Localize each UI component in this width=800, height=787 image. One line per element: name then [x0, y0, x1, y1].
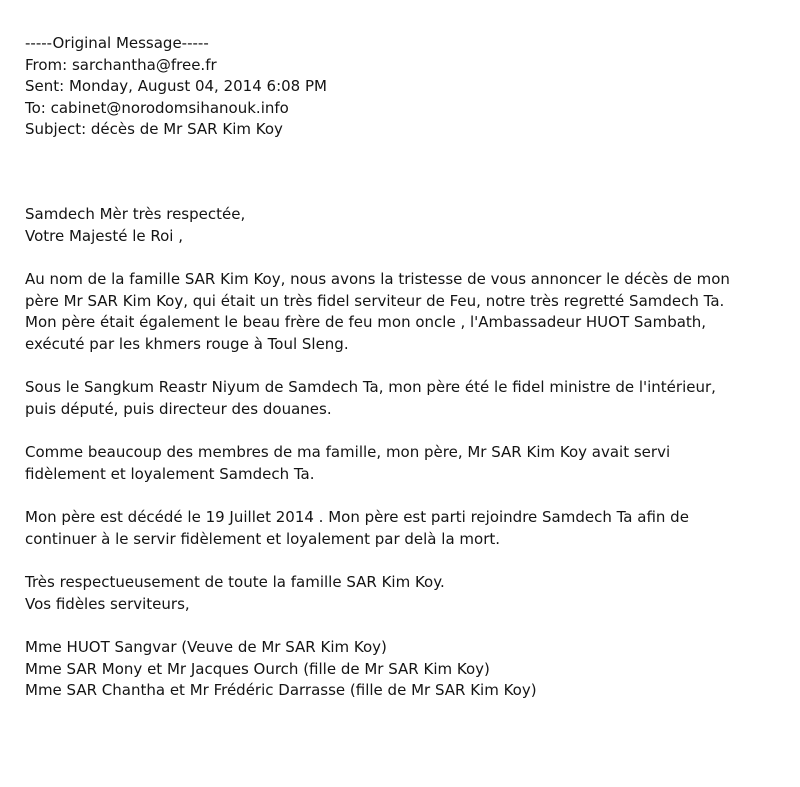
- paragraph-announcement: [25, 269, 795, 355]
- to-line: To: cabinet@norodomsihanouk.info: [25, 98, 289, 117]
- paragraph-line: Mon père était également le beau frère de feu mon oncle , l'Ambassadeur HUOT Sambath,: [25, 313, 707, 331]
- from-line: From: sarchantha@free.fr: [25, 55, 217, 74]
- paragraph-service: [25, 442, 795, 485]
- signature-line: Mme SAR Mony et Mr Jacques Ourch (fille de Mr SAR Kim Koy): [25, 659, 490, 678]
- sent-line: Sent: Monday, August 04, 2014 6:08 PM: [25, 77, 327, 95]
- closing-line: Très respectueusement de toute la famille SAR Kim Koy.: [25, 573, 445, 591]
- paragraph-line: Comme beaucoup des membres de ma famille, mon père, Mr SAR Kim Koy avait servi: [25, 443, 671, 461]
- email-header: [25, 33, 327, 141]
- signature-line: Mme HUOT Sangvar (Veuve de Mr SAR Kim Koy): [25, 638, 387, 656]
- paragraph-death: [25, 507, 795, 550]
- paragraph-line: Au nom de la famille SAR Kim Koy, nous avons la tristesse de vous annoncer le décès de mon: [25, 270, 730, 288]
- paragraph-line: Sous le Sangkum Reastr Niyum de Samdech Ta, mon père été le fidel ministre de l'intérieur,: [25, 378, 716, 396]
- paragraph-line: continuer à le servir fidèlement et loyalement par delà la mort.: [25, 529, 501, 548]
- paragraph-line: Mon père est décédé le 19 Juillet 2014 . Mon père est parti rejoindre Samdech Ta afin de: [25, 508, 689, 526]
- original-message-line: -----Original Message-----: [25, 34, 209, 52]
- email-body: [25, 204, 795, 702]
- paragraph-career: [25, 377, 795, 420]
- salutation-line: Votre Majesté le Roi ,: [25, 226, 184, 245]
- closing-line: Vos fidèles serviteurs,: [25, 594, 190, 613]
- salutation: [25, 204, 795, 247]
- paragraph-line: fidèlement et loyalement Samdech Ta.: [25, 464, 315, 483]
- closing: [25, 572, 795, 615]
- subject-line: Subject: décès de Mr SAR Kim Koy: [25, 120, 283, 138]
- signature-line: Mme SAR Chantha et Mr Frédéric Darrasse (fille de Mr SAR Kim Koy): [25, 681, 537, 699]
- paragraph-line: père Mr SAR Kim Koy, qui était un très fidel serviteur de Feu, notre très regretté Samdech Ta.: [25, 291, 725, 310]
- paragraph-line: puis député, puis directeur des douanes.: [25, 399, 332, 418]
- signatures: [25, 637, 795, 702]
- salutation-line: Samdech Mèr très respectée,: [25, 205, 246, 223]
- paragraph-line: exécuté par les khmers rouge à Toul Sleng.: [25, 334, 349, 353]
